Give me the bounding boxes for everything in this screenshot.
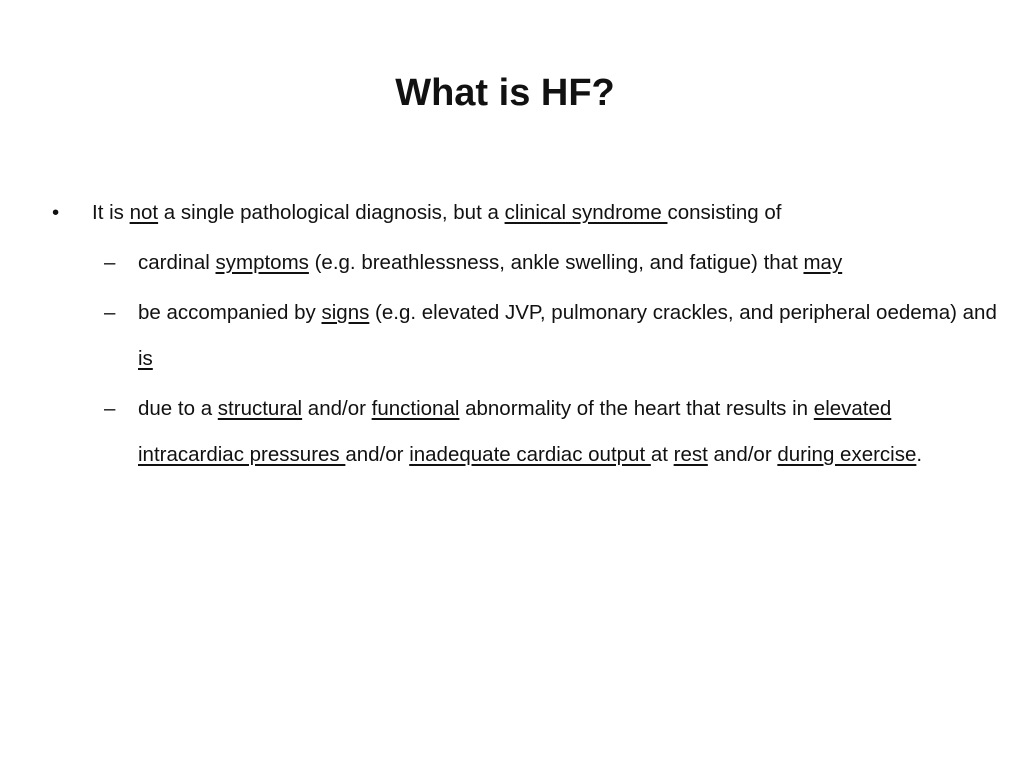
underlined-term-not: not bbox=[129, 201, 159, 224]
slide-body bbox=[0, 190, 1000, 482]
underlined-term-symptoms: symptoms bbox=[215, 251, 309, 274]
underlined-term-elevated-intracardiac-pressures: elevated intracardiac pressures bbox=[138, 397, 892, 466]
sub-text-part: and/or bbox=[302, 397, 372, 420]
sub-item-symptoms bbox=[0, 240, 1000, 286]
underlined-term-signs: signs bbox=[321, 301, 370, 324]
underlined-term-structural: structural bbox=[217, 397, 303, 420]
dash-marker: – bbox=[104, 397, 116, 420]
sub-text-part: and/or bbox=[707, 443, 778, 466]
sub-text-part: (e.g. elevated JVP, pulmonary crackles, and peripheral oedema) and bbox=[369, 301, 997, 324]
bullet-marker: • bbox=[52, 201, 60, 224]
sub-text-part: . bbox=[916, 443, 923, 466]
sub-text-part: due to a bbox=[138, 397, 218, 420]
underlined-term-inadequate-cardiac-output: inadequate cardiac output bbox=[409, 443, 651, 466]
sub-text-part: be accompanied by bbox=[138, 301, 322, 324]
sub-text-part: (e.g. breathlessness, ankle swelling, and fatigue) that bbox=[308, 251, 804, 274]
underlined-term-rest: rest bbox=[673, 443, 708, 466]
sub-item-signs bbox=[0, 290, 1000, 382]
underlined-term-may: may bbox=[803, 251, 843, 274]
underlined-term-clinical-syndrome: clinical syndrome bbox=[504, 201, 668, 224]
bullet-text-part: It is bbox=[92, 201, 130, 224]
underlined-term-is: is bbox=[138, 347, 153, 370]
bullet-item bbox=[0, 190, 1000, 236]
sub-item-structural bbox=[0, 386, 1000, 478]
underlined-term-during-exercise: during exercise bbox=[777, 443, 917, 466]
dash-marker: – bbox=[104, 251, 116, 274]
dash-marker: – bbox=[104, 301, 116, 324]
bullet-text-part: consisting of bbox=[667, 201, 782, 224]
sub-text-part: and/or bbox=[345, 443, 410, 466]
sub-text-part: abnormality of the heart that results in bbox=[459, 397, 814, 420]
underlined-term-functional: functional bbox=[371, 397, 460, 420]
sub-text-part: at bbox=[650, 443, 674, 466]
bullet-text-part: a single pathological diagnosis, but a bbox=[158, 201, 505, 224]
slide-title: What is HF? bbox=[395, 72, 615, 114]
sub-text-part: cardinal bbox=[138, 251, 216, 274]
